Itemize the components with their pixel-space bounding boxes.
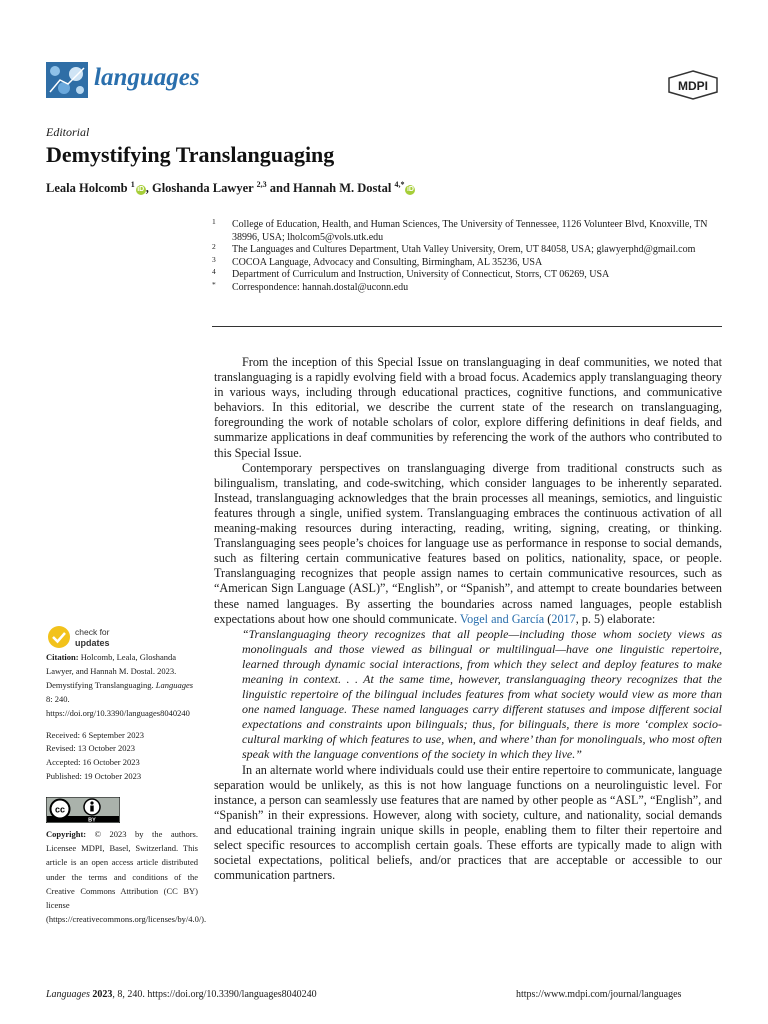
copyright-label: Copyright: [46, 829, 87, 839]
affiliation-text: The Languages and Cultures Department, Utah Valley University, Orem, UT 84058, USA; glawyerphd@gmail.com [232, 244, 696, 256]
published-date: Published: 19 October 2023 [46, 771, 142, 782]
updates-label: updates [75, 638, 110, 648]
footer-year: 2023 [89, 989, 113, 1000]
affiliations [212, 219, 722, 295]
mdpi-logo-icon[interactable] [667, 70, 719, 100]
affiliation-text: Department of Curriculum and Instruction, University of Connecticut, Storrs, CT 06269, USA [232, 269, 610, 281]
copyright-notice [46, 827, 207, 926]
header-divider [212, 326, 722, 327]
affiliation-item [212, 244, 722, 257]
author-affiliation-ref[interactable]: 2,3 [256, 180, 267, 189]
author-name[interactable]: Gloshanda Lawyer [151, 181, 254, 196]
article-body [214, 355, 722, 883]
author-list: Leala Holcomb $^1$iD , Gloshanda Lawyer $^{2,3}$ and Hannah M. Dostal $^{4,*}$iD [46, 180, 414, 196]
citation-text: Holcomb, Leala, Gloshanda Lawyer, and Hannah M. Dostal. 2023. Demystifying Translanguaging. [46, 652, 177, 690]
revised-date: Revised: 13 October 2023 [46, 743, 135, 754]
body-paragraph [214, 461, 722, 627]
author-affiliation-ref[interactable]: 4,* [394, 180, 405, 189]
correspondence-text: Correspondence: hannah.dostal@uconn.edu [232, 281, 409, 293]
paragraph-text: Contemporary perspectives on translanguaging diverge from traditional constructs such as bilingualism, translating, and code-switching, which consider languages to be inherently separated. Instead, translanguaging acknowledges that the brain processes all meanings, semiotics, and linguistic features through a single, unified system. Translanguaging embraces the continuous activation of all meaning-making resources during interacting, reading, writing, signing, creating, or thinking. Translanguaging sees people’s choices for language use as performance in response to social demands, such as filtering certain communicative features based on politics, nationality, space, or people. Translanguaging recognizes that people assign names to certain communicative resources, such as “American Sign Language (ASL)”, “English”, or “Spanish”, and attempt to create boundaries between these named languages. By asserting the boundaries across named languages, people establish expectations about how one should communicate. [214, 460, 722, 626]
cc-label: cc [54, 804, 66, 815]
block-quote: “Translanguaging theory recognizes that all people—including those whom society views as monolinguals and those viewed as bilingual or multilingual—have one linguistic repertoire, learned through dynamic social interactions, from which they select and deploy features to make meaning in context. . . At the same time, however, translanguaging theory recognizes that the linguistic repertoire of the bilingual includes features from what society would view as more than one named language. These named languages carry different statuses and impose different social expectations and constraints upon bilinguals; thus, for bilinguals, there is more ‘complex socio-cultural marking of which features to use, when, and where’ than for monolinguals, who most often speak with the language conventions of the society in which they live.” [242, 626, 722, 762]
affiliation-item [212, 219, 722, 244]
cc-by-license-icon[interactable] [46, 797, 120, 823]
footer-doi[interactable]: , 8, 240. https://doi.org/10.3390/languages8040240 [112, 989, 317, 1000]
journal-name[interactable]: languages [94, 64, 200, 91]
citation-box [46, 651, 196, 784]
footer-journal: Languages [46, 989, 90, 1000]
check-for-updates-icon[interactable] [46, 624, 136, 650]
copyright-text: © 2023 by the authors. Licensee MDPI, Basel, Switzerland. This article is an open access article distributed under the terms and conditions of the Creative Commons Attribution (CC BY) license (https://creativecommons.org/licenses/by/4.0/). [46, 829, 207, 925]
citation-paren: ( [544, 611, 552, 626]
svg-text:MDPI: MDPI [678, 79, 708, 93]
article-title: Demystifying Translanguaging [46, 142, 335, 167]
orcid-icon[interactable]: iD [406, 186, 414, 194]
affiliation-item [212, 269, 722, 282]
affiliation-number: 2 [212, 242, 216, 252]
affiliation-text: COCOA Language, Advocacy and Consulting, Birmingham, AL 35236, USA [232, 256, 543, 268]
footer-citation [46, 989, 317, 1000]
citation-label: Citation: [46, 652, 79, 662]
journal-logo-icon [46, 62, 88, 98]
citation-doi[interactable]: 8: 240. https://doi.org/10.3390/languages8040240 [46, 693, 190, 718]
history-dates [46, 729, 196, 785]
body-paragraph: From the inception of this Special Issue on translanguaging in deaf communities, we noted that translanguaging is a rapidly evolving field with a broad focus. Academics apply translanguaging theory in various ways, including through educational practices, cognitive functions, and communicative behaviors. In this editorial, we describe the current state of the research on translanguaging, foregrounding the work of notable scholars of color, explore differing definitions in deaf fields, and summarize applications in deaf communities by referencing the work of the authors who contributed to this Special Issue. [214, 355, 722, 460]
citation-tail: , p. 5) elaborate: [575, 611, 656, 626]
affiliation-number: 1 [212, 217, 216, 226]
citation [46, 651, 196, 721]
citation-year-link[interactable]: 2017 [551, 611, 576, 626]
author-name[interactable]: Leala Holcomb [46, 181, 128, 196]
check-for-label: check for [75, 627, 110, 637]
author-affiliation-ref[interactable]: 1 [130, 180, 135, 189]
author-name[interactable]: Hannah M. Dostal [293, 181, 392, 196]
by-label: BY [88, 817, 96, 823]
citation-journal: Languages [155, 679, 194, 690]
affiliation-item [212, 279, 722, 295]
orcid-icon[interactable]: iD [137, 186, 145, 194]
affiliation-number: 3 [212, 254, 216, 264]
affiliation-number: * [212, 279, 216, 289]
article-type: Editorial [46, 125, 90, 139]
affiliation-item [212, 254, 722, 270]
body-paragraph: In an alternate world where individuals could use their entire repertoire to communicate, language separation would be unlikely, as this is not how language functions on a neurolinguistic level. For instance, a person can seamlessly use features that are named by other people as “ASL”, “English”, and “Spanish” in their expressions. However, along with society, culture, and nationality, social demands and educational training ingrain unique skills in people, enabling them to filter their repertoire and select specific resources to accomplish certain goals. These efforts are typically made to align with societal expectations, political beliefs, and/or practices that are acceptable or accessible to our communication partners. [214, 762, 722, 883]
footer-journal-url[interactable]: https://www.mdpi.com/journal/languages [516, 989, 682, 1000]
affiliation-number: 4 [212, 267, 216, 277]
citation-link[interactable]: Vogel and García [459, 611, 545, 626]
accepted-date: Accepted: 16 October 2023 [46, 757, 140, 768]
affiliation-text: College of Education, Health, and Human Sciences, The University of Tennessee, 1126 Volunteer Blvd, Knoxville, TN 38996, USA; lholcom5@vols.utk.edu [232, 219, 708, 243]
received-date: Received: 6 September 2023 [46, 729, 144, 740]
